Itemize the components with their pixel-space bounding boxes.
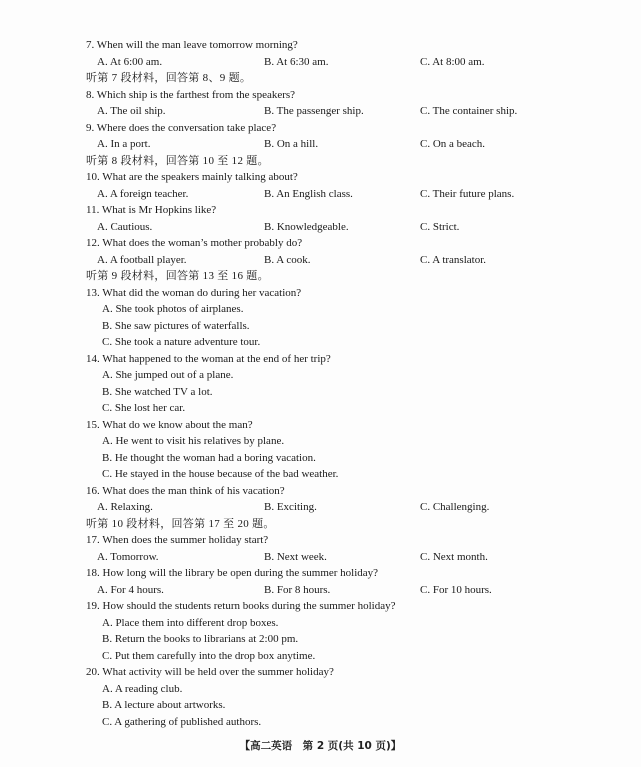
option-c: C. A gathering of published authors. xyxy=(102,715,262,728)
options-11 xyxy=(86,219,566,236)
option-b: B. At 6:30 am. xyxy=(264,55,329,68)
option-a: A. In a port. xyxy=(97,138,151,150)
option-c: C. Put them carefully into the drop box anytime. xyxy=(102,649,316,662)
question-20: 20. What activity will be held over the summer holiday? xyxy=(86,666,334,678)
options-16 xyxy=(86,499,566,516)
option-b: B. Return the books to librarians at 2:00 pm. xyxy=(102,633,299,645)
option-c: C. At 8:00 am. xyxy=(420,55,485,68)
option-c: C. Strict. xyxy=(420,220,460,233)
question-18: 18. How long will the library be open during the summer holiday? xyxy=(86,567,379,579)
question-7: 7. When will the man leave tomorrow morning? xyxy=(86,39,298,51)
option-c: C. On a beach. xyxy=(420,138,486,150)
options-10 xyxy=(86,186,566,203)
section-heading-10: 听第 10 段材料，回答第 17 至 20 题。 xyxy=(86,517,275,530)
option-b: B. Next week. xyxy=(264,550,327,563)
options-18 xyxy=(86,582,566,599)
option-a: A. A football player. xyxy=(97,253,187,266)
option-b: B. For 8 hours. xyxy=(264,583,331,596)
question-16: 16. What does the man think of his vacation? xyxy=(86,484,285,497)
option-a: A. She jumped out of a plane. xyxy=(102,369,234,381)
question-17: 17. When does the summer holiday start? xyxy=(86,534,269,546)
question-19: 19. How should the students return books during the summer holiday? xyxy=(86,600,396,612)
option-a: A. At 6:00 am. xyxy=(97,55,163,68)
option-c: C. Challenging. xyxy=(420,501,490,513)
section-heading-9: 听第 9 段材料，回答第 13 至 16 题。 xyxy=(86,270,269,282)
option-a: A. She took photos of airplanes. xyxy=(102,303,244,315)
option-a: A. The oil ship. xyxy=(97,105,166,117)
options-7 xyxy=(86,54,566,71)
option-c: C. She lost her car. xyxy=(102,402,186,414)
option-a: A. A reading club. xyxy=(102,682,183,695)
option-a: A. Cautious. xyxy=(97,220,153,233)
question-13: 13. What did the woman do during her vacation? xyxy=(86,286,302,299)
question-15: 15. What do we know about the man? xyxy=(86,418,253,431)
option-b: B. She saw pictures of waterfalls. xyxy=(102,319,250,332)
option-a: A. A foreign teacher. xyxy=(97,187,189,200)
question-12: 12. What does the woman’s mother probably do? xyxy=(86,237,303,249)
option-b: B. She watched TV a lot. xyxy=(102,385,213,398)
option-b: B. The passenger ship. xyxy=(264,105,364,117)
option-c: C. Next month. xyxy=(420,550,488,563)
question-8: 8. Which ship is the farthest from the speakers? xyxy=(86,88,296,101)
question-14: 14. What happened to the woman at the end of her trip? xyxy=(86,352,331,365)
option-c: C. She took a nature adventure tour. xyxy=(102,336,261,348)
option-a: A. Place them into different drop boxes. xyxy=(102,616,279,629)
option-b: B. A cook. xyxy=(264,253,311,266)
question-list xyxy=(86,37,566,730)
option-b: B. On a hill. xyxy=(264,138,319,150)
options-8 xyxy=(86,103,566,120)
question-10: 10. What are the speakers mainly talking about? xyxy=(86,171,298,183)
section-heading-7: 听第 7 段材料，回答第 8、9 题。 xyxy=(86,72,252,84)
option-a: A. For 4 hours. xyxy=(97,583,164,596)
option-b: B. A lecture about artworks. xyxy=(102,699,226,711)
option-c: C. For 10 hours. xyxy=(420,583,492,596)
option-c: C. A translator. xyxy=(420,253,486,266)
option-a: A. Tomorrow. xyxy=(97,550,159,563)
option-b: B. Exciting. xyxy=(264,501,317,513)
option-c: C. The container ship. xyxy=(420,105,518,117)
option-c: C. He stayed in the house because of the bad weather. xyxy=(102,468,339,480)
option-a: A. Relaxing. xyxy=(97,501,153,513)
question-11: 11. What is Mr Hopkins like? xyxy=(86,204,217,216)
option-a: A. He went to visit his relatives by plane. xyxy=(102,435,285,447)
section-heading-8: 听第 8 段材料，回答第 10 至 12 题。 xyxy=(86,154,269,167)
option-b: B. An English class. xyxy=(264,187,353,200)
page-footer: 【高二英语 第 2 页(共 10 页)】 xyxy=(239,740,402,752)
option-b: B. He thought the woman had a boring vacation. xyxy=(102,451,316,464)
options-17 xyxy=(86,549,566,566)
option-c: C. Their future plans. xyxy=(420,187,515,200)
options-12 xyxy=(86,252,566,269)
options-9 xyxy=(86,136,566,153)
option-b: B. Knowledgeable. xyxy=(264,220,349,233)
question-9: 9. Where does the conversation take place? xyxy=(86,121,277,134)
